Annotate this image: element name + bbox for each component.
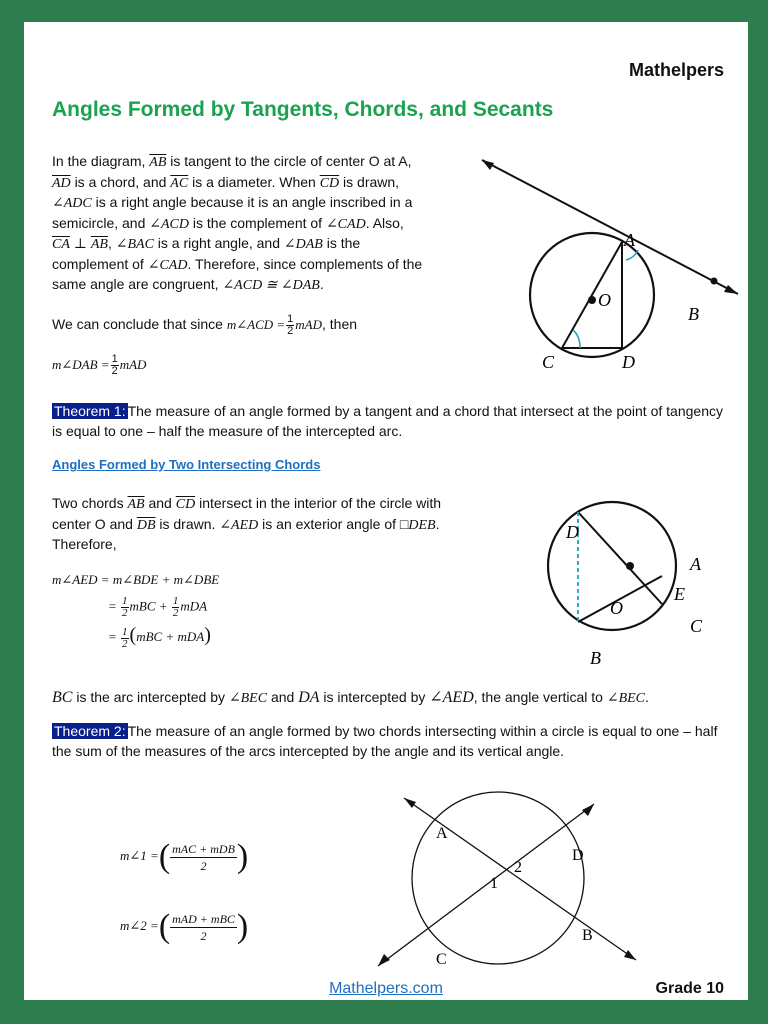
center-point [588, 296, 596, 304]
page [24, 22, 748, 1000]
arrowhead [724, 285, 738, 294]
formula-angle1: m∠1 =( $\frac{\text{mAC + mDB}}{2}$ ) [120, 838, 249, 875]
theorem1-label: Theorem 1: [54, 403, 126, 419]
theorem1 [52, 402, 732, 441]
theorem2-label: Theorem 2: [54, 723, 126, 739]
eq-line1: m∠AED = m∠BDE + m∠DBE [52, 572, 220, 587]
s1-line3: ∠ADC is a right angle because it is an angle inscribed in a [52, 194, 413, 211]
arc-sentence: BC is the arc intercepted by ∠BEC and DA is intercepted by ∠AED, the angle vertical to ∠BEC. [52, 689, 649, 706]
center-point [626, 562, 634, 570]
label-C: C [542, 352, 555, 372]
circle [412, 792, 584, 964]
label-B: B [590, 648, 601, 668]
arrowhead [582, 804, 594, 816]
theorem2-text: The measure of an angle formed by two chords intersecting within a circle is equal to one – half the sum of the measures of the arcs intercepted by the angle and its vertical angle. [52, 723, 718, 759]
label-D: D [566, 522, 579, 542]
label-O: O [610, 598, 623, 618]
label-C: C [436, 951, 447, 968]
label-O: O [598, 290, 611, 310]
conclusion-equation: m∠DAB = $\frac{1}{2}$ mAD [52, 353, 147, 377]
point-B [711, 278, 718, 285]
tangent-line [482, 160, 738, 294]
section2-paragraph [52, 494, 502, 555]
arrowhead [624, 950, 636, 960]
eq-line2: = $\frac{1}{2}$ mBC + $\frac{1}{2}$ mDA [108, 595, 208, 619]
footer-link[interactable]: Mathelpers.com [329, 980, 443, 997]
intersecting-chords-diagram [534, 498, 714, 668]
arrowhead [404, 798, 416, 808]
label-A: A [624, 230, 635, 250]
grade-label: Grade 10 [655, 980, 724, 997]
s1-line1: In the diagram, $\overline{AB}$ is tangent to the circle of center O at A, [52, 153, 412, 170]
arrowhead [378, 954, 390, 966]
label-D: D [622, 352, 635, 372]
s2-line1: Two chords $\overline{AB}$ and $\overline{CD}$ intersect in the interior of the circle with [52, 495, 442, 512]
conclusion-line: We can conclude that since m∠ACD = $\frac{1}{2}$ mAD, then [52, 313, 358, 337]
theorem2 [52, 722, 732, 761]
section2-heading[interactable]: Angles Formed by Two Intersecting Chords [52, 457, 321, 472]
s2-line3: Therefore, [52, 536, 117, 552]
diameter-AC [562, 242, 622, 348]
line-AB [404, 798, 636, 960]
label-D: D [572, 847, 584, 864]
label-B: B [582, 927, 593, 944]
section1-paragraph [52, 152, 482, 296]
s1-line4: semicircle, and ∠ACD is the complement of ∠CAD. Also, [52, 214, 404, 232]
label-B: B [688, 304, 699, 324]
arrowhead [482, 160, 494, 170]
tangent-chord-diagram [476, 150, 736, 372]
formula-angle2: m∠2 =( $\frac{\text{mAD + mBC}}{2}$ ) [120, 908, 249, 945]
eq-line3: = $\frac{1}{2}$ (mBC + mDA) [108, 624, 211, 650]
chord-DC [578, 512, 662, 604]
s1-line6: complement of ∠CAD. Therefore, since complements of the [52, 255, 423, 273]
label-C: C [690, 616, 703, 636]
brand-name: Mathelpers [628, 60, 724, 80]
hidden [578, 512, 662, 576]
label-1: 1 [490, 875, 498, 892]
angle-mark [573, 330, 580, 348]
equation-block [52, 570, 219, 650]
fraction-half: $\frac{1}{2}$ [287, 313, 294, 337]
s2-line2: center O and $\overline{DB}$ is drawn. ∠AED is an exterior angle of □DEB. [52, 515, 440, 533]
label-E: E [674, 584, 685, 604]
s1-line2: $\overline{AD}$ is a chord, and $\overline{AC}$ is a diameter. When $\overline{CD}$ is drawn, [52, 173, 400, 191]
line-CD [378, 804, 594, 966]
fraction-half: $\frac{1}{2}$ [111, 353, 118, 377]
s1-line7: same angle are congruent, ∠ACD ≅ ∠DAB. [52, 276, 324, 293]
label-A: A [436, 825, 448, 842]
label-A: A [690, 554, 701, 574]
label-2: 2 [514, 859, 522, 876]
s1-line5: $\overline{CA}$ ⊥ $\overline{AB}$, ∠BAC is a right angle, and ∠DAB is the [52, 235, 361, 252]
page-title: Angles Formed by Tangents, Chords, and Secants [52, 98, 554, 121]
theorem1-text: The measure of an angle formed by a tangent and a chord that intersect at the point of tangency is equal to one – half the measure of the intercepted arc. [52, 403, 723, 439]
intersecting-lines-diagram [354, 790, 654, 970]
